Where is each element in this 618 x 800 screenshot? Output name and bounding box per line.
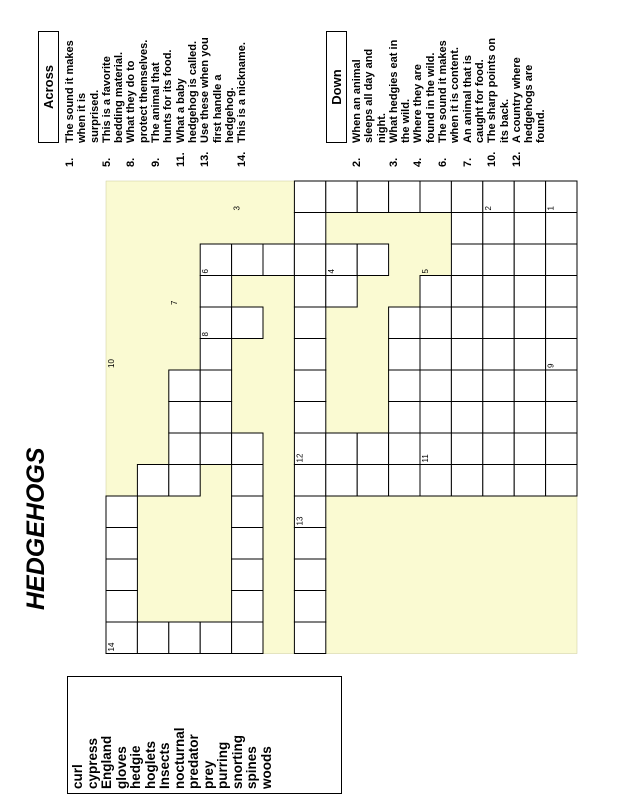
cell-number: 9 [546,363,556,368]
clue-text: A country where hedgehogs are found. [510,57,548,143]
crossword-cell[interactable] [389,433,420,465]
cell-number: 1 [546,206,556,211]
clue-number: 3. [387,157,400,167]
crossword-cell[interactable] [451,244,482,276]
clue-text: The sound it makes when it is content. [437,40,462,143]
clue-number: 9. [150,157,163,167]
clue-text: Where they are found in the wild. [412,52,437,143]
crossword-cell[interactable] [451,339,482,371]
word-bank-item: woods [258,746,274,789]
crossword-cell[interactable] [514,465,545,497]
clue-text: What they do to protect themselves. [125,39,150,143]
crossword-cell[interactable] [451,370,482,402]
crossword-cell[interactable] [546,276,577,308]
cell-number: 13 [295,516,305,526]
clue-text: The animal that hunts for its food. [150,49,175,143]
crossword-cell[interactable] [294,339,325,371]
down-clue [511,37,548,167]
down-heading: Down [326,31,347,143]
crossword-cell[interactable] [263,244,294,276]
crossword-cell[interactable] [451,181,482,213]
crossword-cell[interactable] [106,559,137,591]
crossword-cell[interactable] [514,244,545,276]
crossword-cell[interactable] [546,402,577,434]
across-clue [125,37,150,167]
crossword-cell[interactable] [169,433,200,465]
clue-number: 6. [437,157,450,167]
word-bank-item: Insects [157,742,172,789]
clue-text: An animal that is caught for food. [461,54,486,143]
word-bank-item: England [99,735,114,789]
crossword-cell[interactable] [326,181,357,213]
cell-number: 11 [421,454,430,463]
crossword-cell[interactable] [200,402,231,434]
cell-number: 5 [421,269,430,274]
crossword-cell[interactable] [200,339,231,371]
crossword-cell[interactable] [514,213,545,245]
crossword-cell[interactable] [420,370,451,402]
crossword-cell[interactable] [483,339,514,371]
crossword-cell[interactable] [294,591,325,623]
cell-number: 2 [483,206,493,211]
across-clue [199,37,236,167]
cell-number: 4 [326,269,336,274]
crossword-cell[interactable] [232,591,263,623]
clue-number: 5. [100,157,113,167]
crossword-cell[interactable] [420,181,451,213]
crossword-cell[interactable] [546,244,577,276]
crossword-cell[interactable] [483,433,514,465]
across-clue [64,37,101,167]
crossword-cell[interactable] [420,307,451,339]
crossword-cell[interactable] [389,307,420,339]
down-clues [351,37,601,167]
crossword-cell[interactable] [294,528,325,560]
crossword-cell[interactable] [420,402,451,434]
word-bank-item: gloves [113,746,129,789]
crossword-cell[interactable] [546,433,577,465]
crossword-cell[interactable] [294,402,325,434]
down-clue [437,37,462,167]
crossword-cell[interactable] [546,307,577,339]
clue-number: 12. [510,151,523,167]
crossword-cell[interactable] [294,276,325,308]
down-clue [351,37,388,167]
crossword-cell[interactable] [357,465,388,497]
crossword-cell[interactable] [137,622,168,654]
crossword-cell[interactable] [326,433,357,465]
crossword-cell[interactable] [451,213,482,245]
page-title: HEDGEHOGS [22,447,50,610]
clue-text: What hedgies eat in the wild. [387,39,413,143]
crossword-cell[interactable] [200,433,231,465]
clue-text: When an animal sleeps all day and night. [351,48,388,143]
clue-number: 13. [199,151,212,167]
cell-number: 7 [169,300,179,305]
clue-number: 7. [461,157,474,167]
across-clue [150,37,175,167]
crossword-cell[interactable] [389,181,420,213]
crossword-cell[interactable] [451,465,482,497]
crossword-cell[interactable] [420,465,451,497]
crossword-cell[interactable] [169,402,200,434]
word-bank-item: spines [244,746,259,789]
clue-text: This is a nickname. [236,42,249,143]
across-clue [101,37,126,167]
clue-number: 2. [351,157,363,167]
word-bank-item: prey [200,760,216,789]
crossword-cell[interactable] [169,622,200,654]
word-bank-item: purring [215,741,230,789]
crossword-cell[interactable] [451,307,482,339]
crossword-cell[interactable] [451,433,482,465]
crossword-cell[interactable] [483,307,514,339]
crossword-cell[interactable] [514,339,545,371]
crossword-cell[interactable] [326,276,357,308]
word-bank-item: snorting [229,735,245,789]
crossword-cell[interactable] [106,591,137,623]
crossword-cell[interactable] [169,370,200,402]
clue-number: 14. [236,151,249,167]
crossword-cell[interactable] [357,181,388,213]
crossword-cell[interactable] [232,244,263,276]
crossword-cell[interactable] [483,465,514,497]
crossword-cell[interactable] [357,433,388,465]
crossword-cell[interactable] [389,370,420,402]
cell-number: 10 [107,359,116,368]
crossword-cell[interactable] [514,181,545,213]
crossword-cell[interactable] [483,244,514,276]
word-bank-item: predator [186,734,201,789]
crossword-cell[interactable] [294,465,325,497]
crossword-cell[interactable] [200,622,231,654]
crossword-cell[interactable] [546,370,577,402]
crossword-cell[interactable] [546,213,577,245]
crossword-cell[interactable] [514,276,545,308]
word-bank [67,676,342,794]
word-bank-item: hoglets [142,740,158,789]
crossword-cell[interactable] [294,307,325,339]
crossword-cell[interactable] [389,402,420,434]
cell-number: 12 [295,453,305,463]
down-clue [486,37,511,167]
cell-number: 3 [232,206,242,211]
down-clue [462,37,487,167]
cell-number: 14 [107,642,116,652]
crossword-cell[interactable] [294,244,325,276]
crossword-cell[interactable] [232,465,263,497]
clue-text: This is a favorite bedding material. [100,51,126,143]
crossword-cell[interactable] [294,213,325,245]
crossword-cell[interactable] [357,244,388,276]
crossword-cell[interactable] [451,402,482,434]
crossword-cell[interactable] [232,433,263,465]
crossword-cell[interactable] [200,370,231,402]
word-bank-item: hedgie [128,745,143,789]
clue-text: Use these when you first handle a hedgehog. [199,37,236,143]
crossword-cell[interactable] [420,276,451,308]
clue-number: 4. [412,157,425,167]
crossword-cell[interactable] [232,496,263,528]
cell-number: 6 [201,269,211,274]
crossword-cell[interactable] [294,559,325,591]
down-clue [412,37,437,167]
crossword-cell[interactable] [294,622,325,654]
clue-text: The sharp points on its back. [486,37,511,143]
word-bank-item: cypress [84,737,100,789]
crossword-cell[interactable] [514,402,545,434]
crossword-cell[interactable] [483,276,514,308]
clue-number: 1. [64,157,76,167]
clue-number: 8. [125,157,138,167]
across-clues [64,37,298,167]
crossword-cell[interactable] [232,528,263,560]
down-clue [388,37,413,167]
word-bank-item: nocturnal [171,727,187,789]
crossword-cell[interactable] [420,339,451,371]
crossword-cell[interactable] [326,465,357,497]
crossword-cell[interactable] [232,622,263,654]
crossword-cell[interactable] [294,181,325,213]
crossword-cell[interactable] [514,307,545,339]
crossword-cell[interactable] [294,370,325,402]
crossword-cell[interactable] [514,433,545,465]
crossword-cell[interactable] [232,559,263,591]
crossword-cell[interactable] [106,528,137,560]
cell-number: 8 [201,332,211,337]
word-bank-item: curl [70,764,85,789]
crossword-cell[interactable] [200,276,231,308]
crossword-cell[interactable] [451,276,482,308]
crossword-cell[interactable] [514,370,545,402]
crossword-cell[interactable] [483,213,514,245]
crossword-cell[interactable] [483,402,514,434]
crossword-cell[interactable] [483,370,514,402]
crossword-cell[interactable] [546,465,577,497]
across-clue [236,37,248,167]
crossword-cell[interactable] [389,465,420,497]
clue-number: 10. [486,151,499,167]
clue-number: 11. [174,152,187,167]
across-heading: Across [38,31,59,143]
crossword-cell[interactable] [106,496,137,528]
crossword-cell[interactable] [389,339,420,371]
clue-text: What a baby hedgehog is called. [174,40,199,143]
crossword-cell[interactable] [232,307,263,339]
crossword-cell[interactable] [137,465,168,497]
clue-text: The sound it makes when it is surprised. [64,40,101,143]
across-clue [175,37,200,167]
crossword-cell[interactable] [169,465,200,497]
